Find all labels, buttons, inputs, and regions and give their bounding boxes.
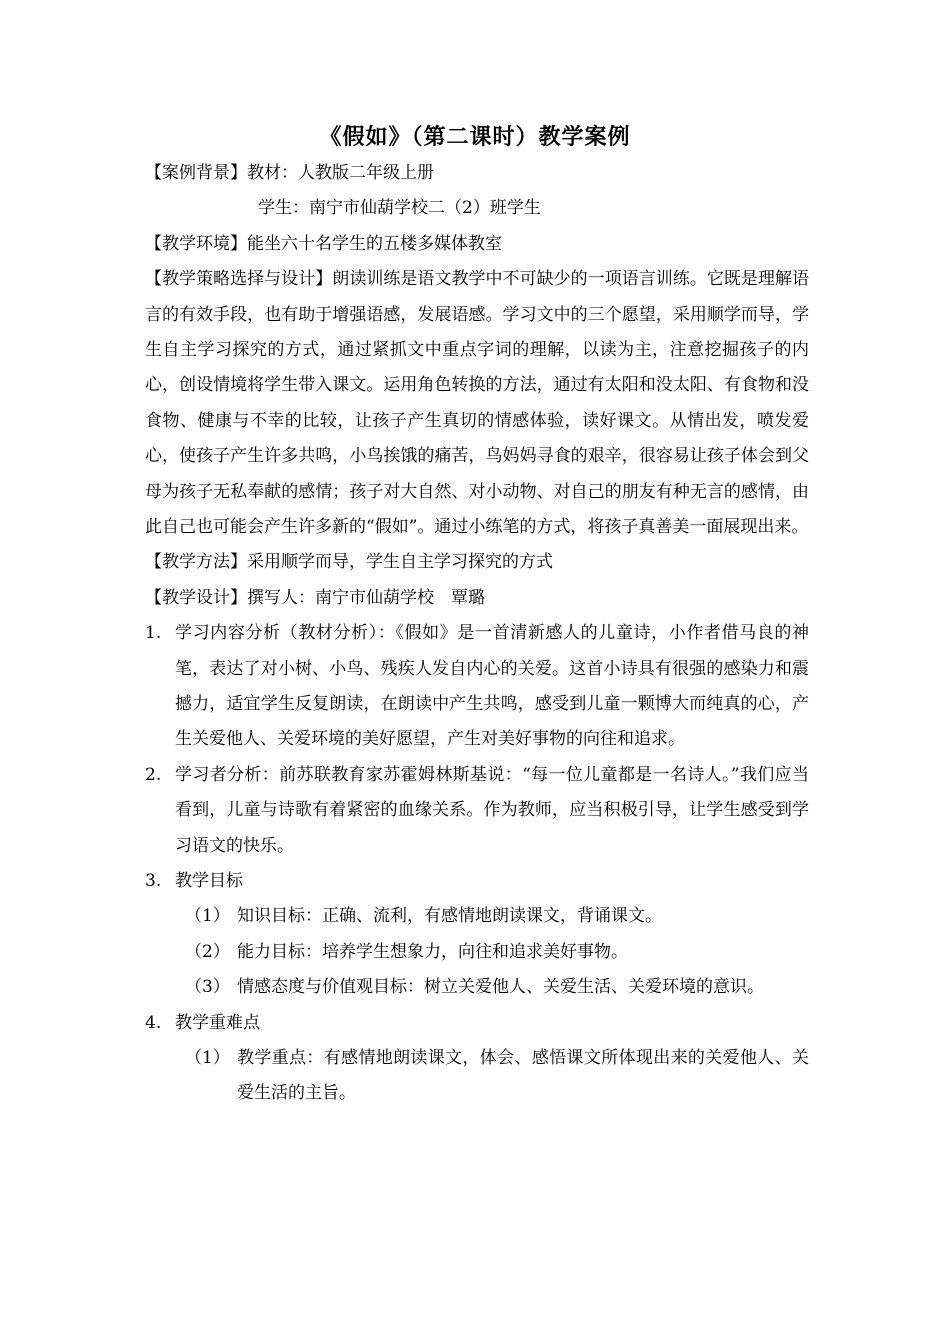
sub-item-text: 能力目标：培养学生想象力，向往和追求美好事物。 xyxy=(237,941,628,962)
background-material: 教材：人教版二年级上册 xyxy=(247,163,434,183)
method-section xyxy=(145,545,809,580)
background-label: 【案例背景】 xyxy=(145,163,247,183)
sub-item-number: （2） xyxy=(185,941,230,962)
environment-section xyxy=(145,227,809,262)
strategy-label: 【教学策略选择与设计】 xyxy=(145,269,333,290)
document-body xyxy=(145,156,809,1112)
sub-list-item xyxy=(145,970,809,1005)
item-text: 学习内容分析（教材分析）：《假如》是一首清新感人的儿童诗，小作者借马良的神笔，表达了对小树、小鸟、残疾人发自内心的关爱。这首小诗具有很强的感染力和震撼力，适宜学生反复朗读，在朗读中产生共鸣，感受到儿童一颗博大而纯真的心，产生关爱他人、关爱环境的美好愿望，产生对美好事物的向往和追求。 xyxy=(175,623,809,750)
design-author: 撰写人：南宁市仙葫学校 覃璐 xyxy=(247,587,485,608)
sub-item-text: 教学重点：有感情地朗读课文，体会、感悟课文所体现出来的关爱他人、关爱生活的主旨。 xyxy=(237,1048,809,1104)
item-number: 1. xyxy=(145,623,162,644)
list-item xyxy=(145,864,809,899)
page-title: 《假如》（第二课时）教学案例 xyxy=(319,124,631,150)
item-text: 教学目标 xyxy=(175,871,243,892)
item-number: 2. xyxy=(145,764,162,785)
sub-item-text: 情感态度与价值观目标：树立关爱他人、关爱生活、关爱环境的意识。 xyxy=(237,977,764,998)
item-text: 学习者分析：前苏联教育家苏霍姆林斯基说：“每一位儿童都是一名诗人。”我们应当看到，儿童与诗歌有着紧密的血缘关系。作为教师，应当积极引导，让学生感受到学习语文的快乐。 xyxy=(175,764,809,856)
item-number: 3. xyxy=(145,871,162,892)
item-text: 教学重难点 xyxy=(175,1012,260,1033)
method-label: 【教学方法】 xyxy=(145,552,247,573)
background-students: 学生：南宁市仙葫学校二（2）班学生 xyxy=(258,198,541,219)
strategy-section xyxy=(145,262,809,545)
sub-item-text: 知识目标：正确、流利，有感情地朗读课文，背诵课文。 xyxy=(237,906,662,927)
background-section xyxy=(145,156,809,191)
item-number: 4. xyxy=(145,1012,162,1033)
sub-list-item xyxy=(145,1041,809,1112)
sub-item-number: （1） xyxy=(185,1048,230,1068)
environment-label: 【教学环境】 xyxy=(145,233,247,254)
sub-list-item xyxy=(145,899,809,934)
sub-item-number: （1） xyxy=(185,906,230,927)
list-item xyxy=(145,758,809,864)
sub-item-number: （3） xyxy=(185,977,230,998)
design-label: 【教学设计】 xyxy=(145,587,247,608)
method-text: 采用顺学而导，学生自主学习探究的方式 xyxy=(247,552,553,573)
strategy-text: 朗读训练是语文教学中不可缺少的一项语言训练。它既是理解语言的有效手段，也有助于增强语感，发展语感。学习文中的三个愿望，采用顺学而导，学生自主学习探究的方式，通过紧抓文中重点字词的理解，以读为主，注意挖掘孩子的内心，创设情境将学生带入课文。运用角色转换的方法，通过有太阳和没太阳、有食物和没食物、健康与不幸的比较，让孩子产生真切的情感体验，读好课文。从情出发，喷发爱心，使孩子产生许多共鸣，小鸟挨饿的痛苦，鸟妈妈寻食的艰辛，很容易让孩子体会到父母为孩子无私奉献的感情；孩子对大自然、对小动物、对自己的朋友有种无言的感情，由此自己也可能会产生许多新的“假如”。通过小练笔的方式，将孩子真善美一面展现出来。 xyxy=(145,269,810,538)
list-item xyxy=(145,616,809,758)
list-item xyxy=(145,1006,809,1041)
environment-text: 能坐六十名学生的五楼多媒体教室 xyxy=(247,233,502,254)
sub-list-item xyxy=(145,935,809,970)
design-section xyxy=(145,581,809,616)
